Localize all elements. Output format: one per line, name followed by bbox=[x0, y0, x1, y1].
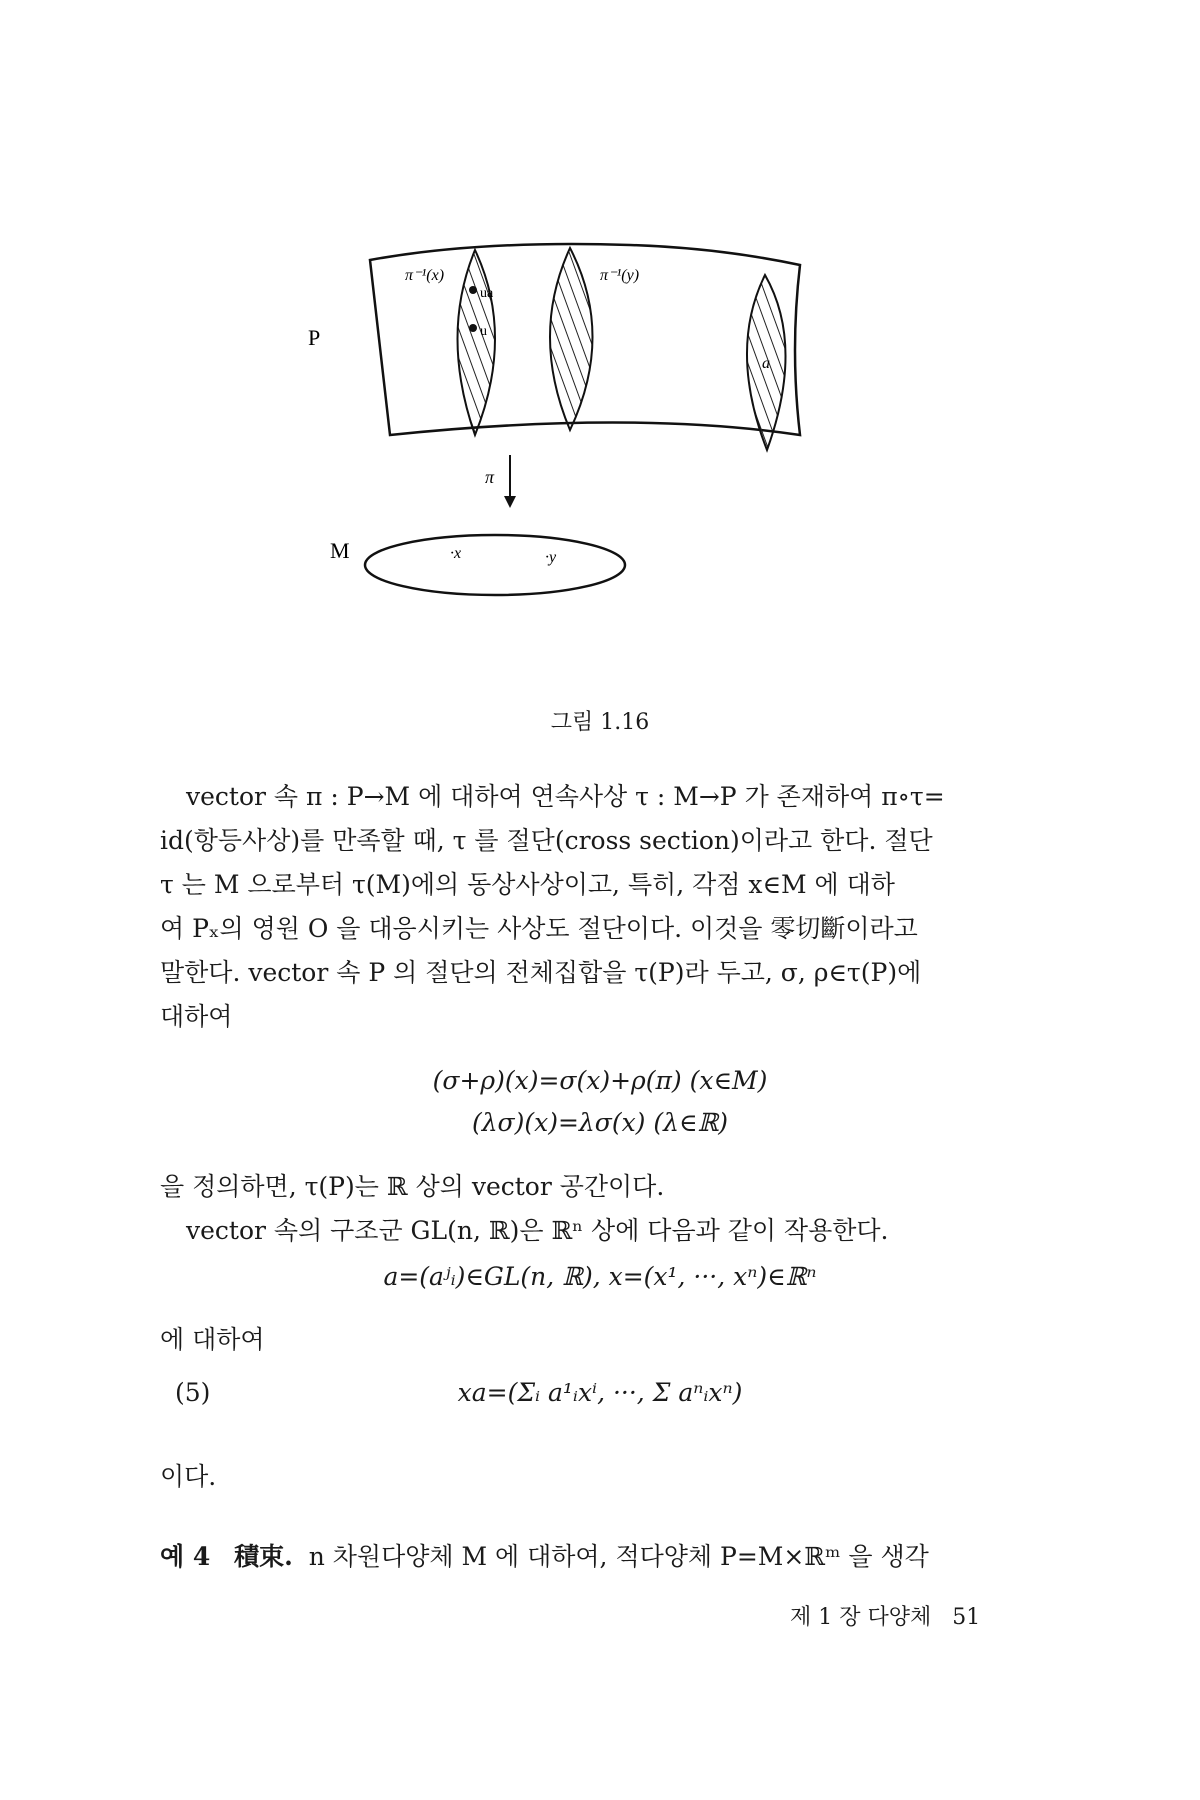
figure-caption: 그림 1.16 bbox=[550, 710, 650, 735]
label-pi: π bbox=[485, 467, 495, 487]
label-ua: ua bbox=[480, 286, 494, 301]
paragraph-line: 말한다. vector 속 P 의 절단의 전체집합을 τ(P)라 두고, σ, ρ∈τ(P)에 bbox=[160, 958, 922, 987]
page-number: 51 bbox=[952, 1605, 981, 1630]
example-4 bbox=[160, 1535, 1040, 1579]
label-fiber-x: π⁻¹(x) bbox=[405, 267, 445, 284]
equation-group-action: a=(aʲᵢ)∈GL(n, ℝ), x=(x¹, ···, xⁿ)∈ℝⁿ bbox=[383, 1262, 817, 1291]
equation-number: (5) bbox=[175, 1378, 211, 1407]
label-fiber-y: π⁻¹(y) bbox=[600, 267, 640, 284]
paragraph-line: id(항등사상)를 만족할 때, τ 를 절단(cross section)이라고 한다. 절단 bbox=[160, 826, 933, 855]
label-point-y: ·y bbox=[545, 549, 557, 566]
example-text: n 차원다양체 M 에 대하여, 적다양체 P=M×ℝᵐ 을 생각 bbox=[308, 1542, 929, 1571]
label-P: P bbox=[308, 325, 321, 350]
equation-5: xa=(Σᵢ a¹ᵢxⁱ, ···, Σ aⁿᵢxⁿ) bbox=[457, 1378, 743, 1407]
arrow-head-icon bbox=[504, 496, 516, 508]
point-u bbox=[469, 324, 477, 332]
text-line: vector 속의 구조군 GL(n, ℝ)은 ℝⁿ 상에 다음과 같이 작용한다. bbox=[186, 1216, 889, 1245]
fiber-y bbox=[550, 248, 593, 430]
paragraph-line: vector 속 π : P→M 에 대하여 연속사상 τ : M→P 가 존재하여 π∘τ= bbox=[186, 782, 945, 811]
text-line: 이다. bbox=[160, 1462, 217, 1491]
figure-1-16 bbox=[308, 240, 890, 680]
section-paragraph bbox=[160, 775, 1040, 1039]
running-footer bbox=[790, 1600, 980, 1631]
point-ua bbox=[469, 286, 477, 294]
paragraph-line: τ 는 M 으로부터 τ(M)에의 동상사상이고, 특히, 각점 x∈M 에 대하 bbox=[160, 870, 895, 899]
text-block-2 bbox=[160, 1165, 1040, 1253]
label-point-x: ·x bbox=[450, 545, 462, 562]
label-M: M bbox=[330, 538, 350, 563]
paragraph-line: 여 Pₓ의 영원 O 을 대응시키는 사상도 절단이다. 이것을 零切斷이라고 bbox=[160, 914, 918, 943]
equation-scalar: (λσ)(x)=λσ(x) (λ∈ℝ) bbox=[471, 1108, 729, 1137]
equation-block bbox=[160, 1060, 1040, 1144]
text-line: 을 정의하면, τ(P)는 ℝ 상의 vector 공간이다. bbox=[160, 1172, 665, 1201]
chapter-title: 제 1 장 다양체 bbox=[790, 1605, 932, 1630]
label-u: u bbox=[480, 324, 487, 339]
fiber-x bbox=[458, 250, 496, 435]
base-manifold-M bbox=[365, 535, 625, 595]
equation-sum: (σ+ρ)(x)=σ(x)+ρ(π) (x∈M) bbox=[432, 1066, 768, 1095]
bundle-diagram bbox=[308, 240, 890, 680]
example-label: 예 4 bbox=[160, 1542, 211, 1571]
example-title: 積束. bbox=[234, 1542, 293, 1571]
text-line: 에 대하여 bbox=[160, 1325, 265, 1354]
label-a: a bbox=[762, 355, 770, 372]
paragraph-line: 대하여 bbox=[160, 1002, 233, 1031]
